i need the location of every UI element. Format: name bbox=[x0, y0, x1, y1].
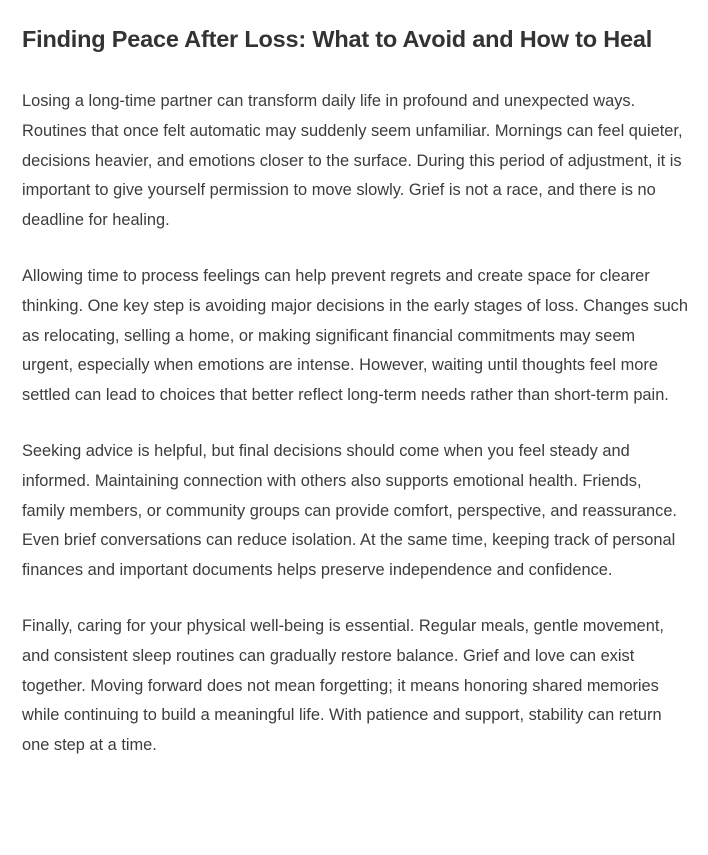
article-paragraph-3: Seeking advice is helpful, but final decisions should come when you feel steady and informed. Maintaining connection with others also supports emotional health. Friends, family members, or community groups can provide comfort, perspective, and reassurance. Even brief conversations can reduce isolation. At the same time, keeping track of personal finances and important documents helps preserve independence and confidence. bbox=[22, 441, 677, 580]
article-title: Finding Peace After Loss: What to Avoid and How to Heal bbox=[22, 26, 653, 52]
article-paragraph-2: Allowing time to process feelings can help prevent regrets and create space for clearer thinking. One key step is avoiding major decisions in the early stages of loss. Changes such as relocating, selling a home, or making significant financial commitments may seem urgent, especially when emotions are intense. However, waiting until thoughts feel more settled can lead to choices that better reflect long-term needs rather than short-term pain. bbox=[22, 266, 688, 405]
article bbox=[22, 22, 688, 761]
article-paragraph-4: Finally, caring for your physical well-being is essential. Regular meals, gentle movement, and consistent sleep routines can gradually restore balance. Grief and love can exist together. Moving forward does not mean forgetting; it means honoring shared memories while continuing to build a meaningful life. With patience and support, stability can return one step at a time. bbox=[22, 616, 664, 755]
article-paragraph-1: Losing a long-time partner can transform daily life in profound and unexpected ways. Routines that once felt automatic may suddenly seem unfamiliar. Mornings can feel quieter, decisions heavier, and emotions closer to the surface. During this period of adjustment, it is important to give yourself permission to move slowly. Grief is not a race, and there is no deadline for healing. bbox=[22, 92, 683, 230]
